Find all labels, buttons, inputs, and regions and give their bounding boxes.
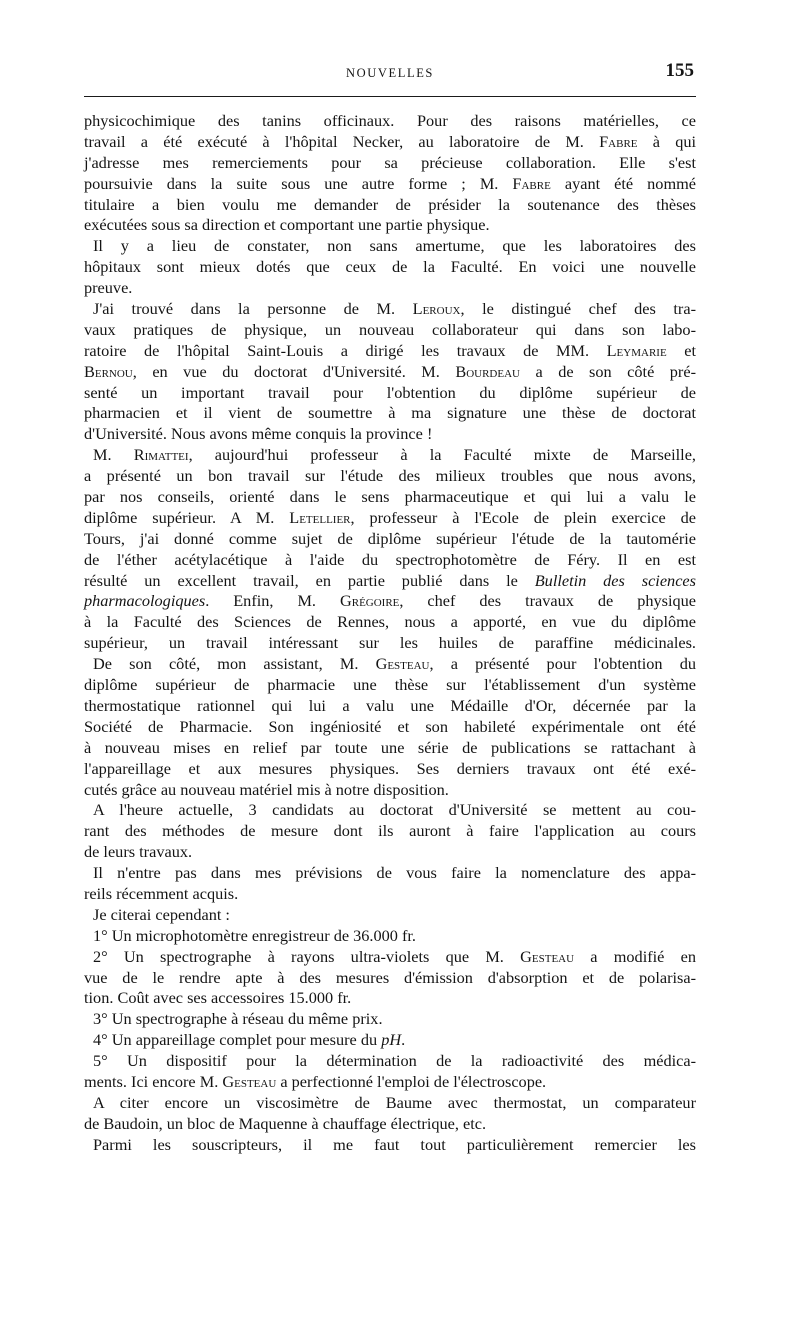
- text-run: , le distingué chef des tra-: [460, 299, 696, 319]
- text-line: [84, 341, 696, 362]
- text-run: vue de le rendre apte à des mesures d'émission d'absorption et de polarisa-: [84, 967, 696, 987]
- running-title: NOUVELLES: [345, 66, 434, 80]
- text-run: , en vue du doctorat d'Université. M.: [132, 361, 456, 381]
- text-run: titulaire a bien voulu me demander de présider la soutenance des thèses: [84, 194, 696, 214]
- text-run: .: [401, 1030, 406, 1050]
- text-line: [84, 362, 696, 383]
- text-run: de Baudoin, un bloc de Maquenne à chauffage électrique, etc.: [84, 1113, 487, 1133]
- text-run: exécutées sous sa direction et comportant une partie physique.: [84, 215, 490, 235]
- author-name: Fabre: [512, 173, 551, 193]
- text-run: senté un important travail pour l'obtention du diplôme supérieur de: [84, 382, 696, 402]
- text-run: à nouveau mises en relief par toute une série de publications se rattachant à: [84, 737, 696, 757]
- running-header: [84, 60, 696, 84]
- text-run: cutés grâce au nouveau matériel mis à notre disposition.: [84, 779, 449, 799]
- author-name: Bourdeau: [455, 361, 520, 381]
- text-line: [84, 1009, 696, 1030]
- text-line: [84, 654, 696, 675]
- text-line: [84, 988, 696, 1009]
- text-line: [84, 111, 696, 132]
- text-run: ments. Ici encore M.: [84, 1071, 223, 1091]
- text-run: , professeur à l'Ecole de plein exercice de: [350, 507, 696, 527]
- text-line: [84, 445, 696, 466]
- text-run: 1° Un microphotomètre enregistreur de 36.000 fr.: [93, 925, 417, 945]
- text-run: à qui: [637, 131, 696, 151]
- author-name: Grégoire: [339, 591, 400, 611]
- text-run: vaux pratiques de physique, un nouveau collaborateur qui dans son labo-: [84, 319, 696, 339]
- text-line: [84, 884, 696, 905]
- text-run: 4° Un appareillage complet pour mesure du: [93, 1030, 382, 1050]
- text-run: , a présenté pour l'obtention du: [429, 654, 696, 674]
- text-line: [84, 257, 696, 278]
- text-run: 3° Un spectrographe à réseau du même prix.: [93, 1009, 383, 1029]
- text-line: [84, 1135, 696, 1156]
- header-rule: [84, 96, 696, 97]
- text-run: , chef des travaux de physique: [399, 591, 696, 611]
- text-line: [84, 968, 696, 989]
- text-line: [84, 1051, 696, 1072]
- text-run: l'appareillage et aux mesures physiques. Ses derniers travaux ont été exé-: [84, 758, 696, 778]
- text-line: [84, 675, 696, 696]
- text-run: supérieur, un travail intéressant sur les huiles de paraffine médicinales.: [84, 633, 696, 653]
- text-run: poursuivie dans la suite sous une autre forme ; M.: [84, 173, 513, 193]
- page-number: 155: [665, 60, 694, 81]
- text-line: [84, 947, 696, 968]
- text-run: J'ai trouvé dans la personne de M.: [93, 299, 413, 319]
- text-line: [84, 612, 696, 633]
- text-line: [84, 1093, 696, 1114]
- author-name: Gesteau: [375, 654, 430, 674]
- text-run: 5° Un dispositif pour la détermination de la radioactivité des médica-: [93, 1051, 696, 1071]
- text-line: [84, 738, 696, 759]
- text-run: reils récemment acquis.: [84, 883, 239, 903]
- text-line: [84, 299, 696, 320]
- text-line: [84, 383, 696, 404]
- text-run: Il n'entre pas dans mes prévisions de vous faire la nomenclature des appa-: [93, 863, 696, 883]
- text-run: Parmi les souscripteurs, il me faut tout particulièrement remercier les: [93, 1134, 696, 1154]
- text-line: [84, 215, 696, 236]
- text-line: [84, 717, 696, 738]
- text-line: [84, 821, 696, 842]
- text-line: [84, 466, 696, 487]
- text-run: rant des méthodes de mesure dont ils auront à faire l'application au cours: [84, 821, 696, 841]
- text-line: [84, 1072, 696, 1093]
- text-line: [84, 926, 696, 947]
- italic-text: pharmacologiques: [84, 591, 206, 611]
- text-run: diplôme supérieur. A M.: [84, 507, 290, 527]
- text-line: [84, 278, 696, 299]
- text-line: [84, 236, 696, 257]
- text-line: [84, 550, 696, 571]
- text-run: diplôme supérieur de pharmacie une thèse sur l'établissement d'un système: [84, 675, 696, 695]
- text-run: 2° Un spectrographe à rayons ultra-violets que M.: [93, 946, 521, 966]
- text-line: [84, 174, 696, 195]
- text-line: [84, 1114, 696, 1135]
- text-run: d'Université. Nous avons même conquis la province !: [84, 424, 433, 444]
- text-line: [84, 633, 696, 654]
- text-run: ayant été nommé: [550, 173, 696, 193]
- text-line: [84, 571, 696, 592]
- text-run: ratoire de l'hôpital Saint-Louis a dirigé les travaux de MM.: [84, 340, 607, 360]
- text-line: [84, 696, 696, 717]
- text-run: preuve.: [84, 278, 133, 298]
- text-run: a de son côté pré-: [519, 361, 697, 381]
- text-run: A l'heure actuelle, 3 candidats au doctorat d'Université se mettent au cou-: [93, 800, 696, 820]
- text-run: tion. Coût avec ses accessoires 15.000 fr.: [84, 988, 352, 1008]
- italic-text: pH: [381, 1030, 402, 1050]
- text-run: physicochimique des tanins officinaux. Pour des raisons matérielles, ce: [84, 111, 696, 130]
- text-run: et: [666, 340, 696, 360]
- text-run: a présenté un bon travail sur l'étude des milieux troubles que nous avons,: [84, 466, 696, 486]
- author-name: Fabre: [599, 131, 638, 151]
- author-name: Rimattei: [133, 445, 189, 465]
- text-line: [84, 320, 696, 341]
- author-name: Gesteau: [520, 946, 575, 966]
- text-line: [84, 1030, 696, 1051]
- text-run: hôpitaux sont mieux dotés que ceux de la Faculté. En voici une nouvelle: [84, 257, 696, 277]
- text-run: travail a été exécuté à l'hôpital Necker, au laboratoire de M.: [84, 131, 600, 151]
- author-name: Gesteau: [222, 1071, 277, 1091]
- text-run: , aujourd'hui professeur à la Faculté mixte de Marseille,: [188, 445, 696, 465]
- text-run: . Enfin, M.: [205, 591, 340, 611]
- body-text: [84, 111, 696, 1156]
- text-line: [84, 424, 696, 445]
- text-line: [84, 403, 696, 424]
- text-run: A citer encore un viscosimètre de Baume avec thermostat, un comparateur: [93, 1092, 696, 1112]
- text-line: [84, 153, 696, 174]
- text-run: De son côté, mon assistant, M.: [93, 654, 376, 674]
- text-line: [84, 195, 696, 216]
- text-line: [84, 800, 696, 821]
- author-name: Leroux: [412, 299, 461, 319]
- author-name: Bernou: [84, 361, 133, 381]
- text-run: Société de Pharmacie. Son ingéniosité et son habileté expérimentale ont été: [84, 716, 696, 736]
- text-line: [84, 863, 696, 884]
- text-run: pharmacien et il vient de soumettre à ma signature une thèse de doctorat: [84, 403, 696, 423]
- author-name: Letellier: [289, 507, 351, 527]
- text-line: [84, 780, 696, 801]
- text-run: par nos conseils, orienté dans le sens pharmaceutique et qui lui a valu le: [84, 487, 696, 507]
- text-line: [84, 132, 696, 153]
- text-run: de l'éther acétylacétique à l'aide du spectrophotomètre de Féry. Il en est: [84, 549, 696, 569]
- text-line: [84, 842, 696, 863]
- text-run: a perfectionné l'emploi de l'électroscope.: [276, 1071, 547, 1091]
- text-line: [84, 508, 696, 529]
- text-line: [84, 591, 696, 612]
- text-line: [84, 529, 696, 550]
- text-run: j'adresse mes remerciements pour sa précieuse collaboration. Elle s'est: [84, 152, 696, 172]
- text-line: [84, 487, 696, 508]
- italic-text: Bulletin des sciences: [534, 570, 696, 590]
- text-run: Je citerai cependant :: [93, 904, 230, 924]
- text-line: [84, 759, 696, 780]
- text-run: M.: [93, 445, 134, 465]
- text-run: résulté un excellent travail, en partie publié dans le: [84, 570, 535, 590]
- author-name: Leymarie: [606, 340, 667, 360]
- text-run: Il y a lieu de constater, non sans amertume, que les laboratoires des: [93, 236, 696, 256]
- text-run: Tours, j'ai donné comme sujet de diplôme supérieur l'étude de la tautomérie: [84, 528, 696, 548]
- text-run: à la Faculté des Sciences de Rennes, nous a apporté, en vue du diplôme: [84, 612, 696, 632]
- text-line: [84, 905, 696, 926]
- text-run: thermostatique rationnel qui lui a valu une Médaille d'Or, décernée par la: [84, 695, 696, 715]
- text-run: a modifié en: [574, 946, 696, 966]
- text-run: de leurs travaux.: [84, 842, 193, 862]
